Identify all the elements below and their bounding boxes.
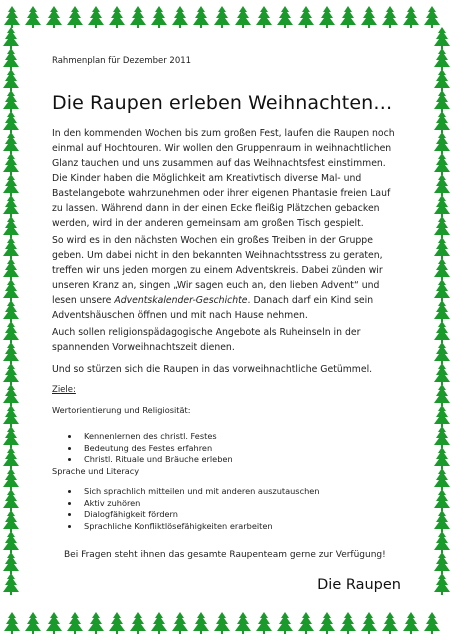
tree-icon: [88, 6, 104, 28]
goals-list-language: [64, 486, 320, 532]
tree-icon: [3, 510, 19, 532]
tree-icon: [3, 111, 19, 133]
plan-subtitle: Rahmenplan für Dezember 2011: [52, 56, 192, 66]
tree-icon: [382, 612, 398, 634]
tree-icon: [319, 6, 335, 28]
tree-icon: [434, 384, 450, 406]
tree-icon: [3, 237, 19, 259]
tree-icon: [235, 612, 251, 634]
tree-icon: [3, 300, 19, 322]
tree-icon: [130, 6, 146, 28]
tree-icon: [434, 447, 450, 469]
tree-icon: [3, 468, 19, 490]
tree-icon: [434, 279, 450, 301]
tree-icon: [424, 612, 440, 634]
tree-icon: [434, 258, 450, 280]
tree-icon: [403, 6, 419, 28]
tree-icon: [4, 6, 20, 28]
list-item: • Aktiv zuhören: [80, 498, 320, 510]
tree-icon: [193, 612, 209, 634]
tree-icon: [434, 342, 450, 364]
tree-icon: [151, 6, 167, 28]
tree-icon: [434, 363, 450, 385]
tree-icon: [3, 132, 19, 154]
tree-icon: [3, 153, 19, 175]
list-item: • Sich sprachlich mitteilen und mit anderen auszutauschen: [80, 486, 320, 498]
tree-icon: [3, 321, 19, 343]
tree-icon: [403, 612, 419, 634]
tree-icon: [3, 69, 19, 91]
paragraph-advent: [52, 233, 404, 323]
tree-icon: [3, 174, 19, 196]
tree-icon: [3, 48, 19, 70]
tree-icon: [340, 612, 356, 634]
tree-icon: [3, 342, 19, 364]
tree-icon: [3, 384, 19, 406]
tree-icon: [434, 510, 450, 532]
tree-icon: [434, 216, 450, 238]
tree-icon: [434, 468, 450, 490]
tree-icon: [3, 258, 19, 280]
tree-icon: [434, 573, 450, 595]
tree-icon: [3, 27, 19, 49]
tree-icon: [4, 612, 20, 634]
tree-icon: [434, 426, 450, 448]
tree-icon: [361, 6, 377, 28]
tree-icon: [434, 90, 450, 112]
tree-icon: [67, 612, 83, 634]
tree-icon: [434, 111, 450, 133]
tree-icon: [172, 612, 188, 634]
paragraph-intro: In den kommenden Wochen bis zum großen Fest, laufen die Raupen noch einmal auf Hochtouren. Wir wollen den Gruppenraum in weihnachtlichen Glanz tauchen und uns zusammen auf das Weihnachtsfest einstimmen. Die Kinder haben die Möglichkeit am Kreativtisch diverse Mal- und Bastelangebote wahrzunehmen oder ihrer eigenen Phantasie freien Lauf zu lassen. Während dann in der einen Ecke fleißig Plätzchen gebacken werden, wird in der anderen gemeinsam am großen Tisch gespielt.: [52, 128, 395, 229]
tree-icon: [298, 612, 314, 634]
tree-icon: [256, 612, 272, 634]
tree-icon: [46, 6, 62, 28]
tree-icon: [340, 6, 356, 28]
tree-icon: [3, 405, 19, 427]
tree-icon: [3, 90, 19, 112]
tree-icon: [434, 531, 450, 553]
tree-icon: [67, 6, 83, 28]
paragraph-advent-italic: Adventskalender-Geschichte: [114, 295, 248, 306]
tree-icon: [214, 6, 230, 28]
list-item: • Dialogfähigkeit fördern: [80, 509, 320, 521]
tree-icon: [109, 6, 125, 28]
tree-icon: [434, 552, 450, 574]
tree-icon: [256, 6, 272, 28]
contact-note: Bei Fragen steht ihnen das gesamte Raupenteam gerne zur Verfügung!: [64, 550, 386, 560]
tree-icon: [46, 612, 62, 634]
goals-section-language: Sprache und Literacy: [52, 466, 140, 476]
tree-icon: [298, 6, 314, 28]
tree-icon: [3, 447, 19, 469]
tree-icon: [434, 237, 450, 259]
list-item: • Sprachliche Konfliktlösefähigkeiten erarbeiten: [80, 521, 320, 533]
tree-icon: [172, 6, 188, 28]
tree-icon: [434, 489, 450, 511]
tree-icon: [3, 552, 19, 574]
tree-icon: [434, 132, 450, 154]
tree-icon: [434, 27, 450, 49]
tree-icon: [434, 195, 450, 217]
tree-icon: [214, 612, 230, 634]
signature: Die Raupen: [317, 577, 401, 593]
goals-section-values: Wertorientierung und Religiosität:: [52, 405, 191, 415]
tree-icon: [434, 300, 450, 322]
tree-icon: [319, 612, 335, 634]
tree-icon: [25, 6, 41, 28]
list-item: • Christl. Rituale und Bräuche erleben: [80, 454, 233, 466]
tree-icon: [424, 6, 440, 28]
tree-icon: [277, 6, 293, 28]
tree-icon: [235, 6, 251, 28]
paragraph-advent-rest: . Danach darf ein Kind sein Adventshäuschen öffnen und mit nach Hause nehmen.: [52, 295, 374, 321]
tree-icon: [88, 612, 104, 634]
tree-icon: [3, 279, 19, 301]
tree-icon: [361, 612, 377, 634]
tree-icon: [434, 405, 450, 427]
tree-icon: [3, 363, 19, 385]
tree-icon: [277, 612, 293, 634]
tree-icon: [434, 153, 450, 175]
page-title: Die Raupen erleben Weihnachten…: [52, 92, 393, 114]
tree-icon: [3, 573, 19, 595]
list-item: • Kennenlernen des christl. Festes: [80, 431, 233, 443]
tree-icon: [3, 489, 19, 511]
tree-icon: [382, 6, 398, 28]
goals-list-values: [64, 431, 233, 466]
tree-icon: [130, 612, 146, 634]
tree-icon: [3, 531, 19, 553]
goals-heading: Ziele:: [52, 385, 76, 395]
list-item: • Bedeutung des Festes erfahren: [80, 443, 233, 455]
tree-icon: [151, 612, 167, 634]
tree-icon: [434, 321, 450, 343]
tree-icon: [3, 195, 19, 217]
tree-icon: [3, 426, 19, 448]
tree-icon: [434, 69, 450, 91]
paragraph-advent-text: So wird es in den nächsten Wochen ein großes Treiben in der Gruppe geben. Um dabei nicht in den bekannten Weihnachtsstress zu geraten, treffen wir uns jeden morgen zu einem Adventskreis. Dabei zünden wir unseren Kranz an, singen „Wir sagen euch an, den lieben Advent“ und lesen unsere: [52, 235, 383, 306]
tree-icon: [109, 612, 125, 634]
tree-icon: [193, 6, 209, 28]
tree-icon: [25, 612, 41, 634]
paragraph-closing: Und so stürzen sich die Raupen in das vorweihnachtliche Getümmel.: [52, 364, 373, 375]
tree-icon: [434, 174, 450, 196]
tree-icon: [434, 48, 450, 70]
paragraph-religion: Auch sollen religionspädagogische Angebote als Ruheinseln in der spannenden Vorweihnachtszeit dienen.: [52, 327, 361, 353]
tree-icon: [3, 216, 19, 238]
